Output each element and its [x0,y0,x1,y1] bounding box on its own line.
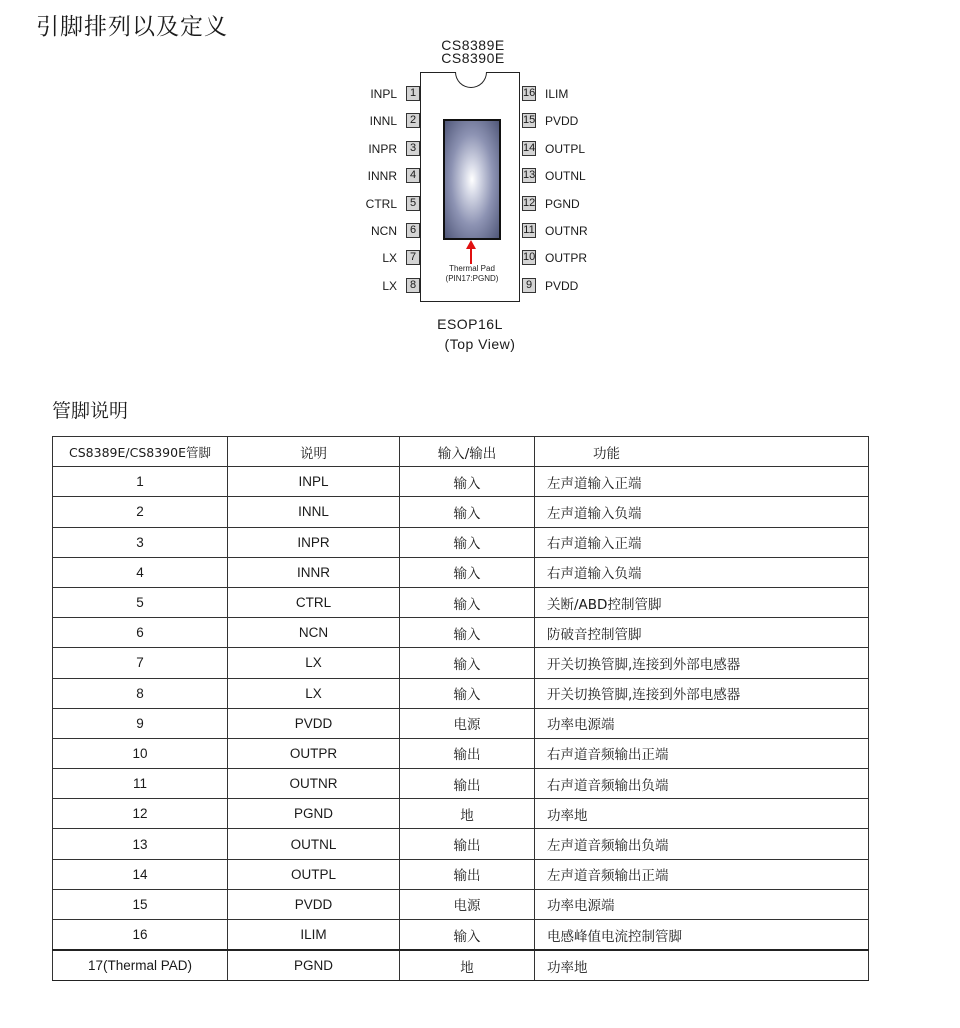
cell-io: 输入 [400,587,535,617]
pin-label: OUTPR [545,251,587,266]
table-header-row [53,437,869,467]
table-row [53,889,869,919]
pin-number: 10 [523,251,536,264]
pin-number: 9 [522,278,536,293]
pin-label: LX [382,278,397,293]
table-row [53,678,869,708]
cell-pin: 1 [53,467,228,497]
pin-label: CTRL [365,196,397,211]
cell-description: PVDD [228,708,400,738]
cell-io: 输出 [400,829,535,859]
cell-description: LX [228,648,400,678]
cell-pin: 4 [53,557,228,587]
header-io: 输入/输出 [400,437,535,467]
cell-description: INPL [228,467,400,497]
cell-io: 地 [400,799,535,829]
cell-function: 功率电源端 [535,708,869,738]
cell-io: 电源 [400,889,535,919]
cell-io: 输出 [400,769,535,799]
cell-function: 功率地 [535,950,869,981]
cell-function: 右声道输入正端 [535,527,869,557]
table-row [53,829,869,859]
cell-function: 开关切换管脚,连接到外部电感器 [535,648,869,678]
package-view: (Top View) [444,336,516,352]
header-function: 功能 [535,437,869,467]
cell-function: 功率地 [535,799,869,829]
section-title: 引脚排列以及定义 [36,14,228,40]
cell-io: 输入 [400,497,535,527]
cell-io: 输出 [400,738,535,768]
pin-label: OUTPL [545,141,586,156]
cell-description: PGND [228,799,400,829]
cell-pin: 6 [53,618,228,648]
cell-pin: 3 [53,527,228,557]
pin-number: 8 [406,278,420,293]
cell-io: 输入 [400,648,535,678]
pin-number: 2 [406,113,420,128]
cell-io: 输入 [400,527,535,557]
pin-label: INNL [369,114,397,129]
pin-label: NCN [371,224,397,238]
cell-io: 地 [400,950,535,981]
pin-number: 15 [523,114,536,127]
cell-pin: 10 [53,738,228,768]
cell-function: 左声道输入正端 [535,467,869,497]
pin-label: ILIM [545,87,569,101]
header-description: 说明 [228,437,400,467]
cell-pin: 11 [53,769,228,799]
table-row [53,467,869,497]
cell-description: CTRL [228,587,400,617]
part-number-2: CS8390E [441,50,505,66]
thermal-pad-arrow [470,248,472,264]
table-row [53,527,869,557]
pin-number: 5 [406,196,420,211]
cell-description: PVDD [228,889,400,919]
pin-number: 3 [406,141,420,156]
pin-definition-table [52,436,869,981]
thermal-pad-label: Thermal Pad [449,264,495,273]
cell-description: PGND [228,950,400,981]
table-row [53,648,869,678]
cell-pin: 12 [53,799,228,829]
cell-pin: 15 [53,889,228,919]
cell-function: 右声道音频输出负端 [535,769,869,799]
cell-pin: 5 [53,587,228,617]
pin-number: 14 [523,141,536,154]
pin-number: 1 [406,86,420,101]
cell-function: 电感峰值电流控制管脚 [535,920,869,951]
table-row [53,950,869,981]
pin-label: PGND [545,196,580,211]
pin-number: 6 [406,223,420,238]
cell-description: INNL [228,497,400,527]
cell-pin: 13 [53,829,228,859]
part-number-1: CS8389E [441,37,505,53]
pin-label: INPR [368,141,397,156]
cell-description: INNR [228,557,400,587]
arrow-head-icon [466,240,476,249]
cell-pin: 2 [53,497,228,527]
cell-description: OUTPL [228,859,400,889]
cell-function: 关断/ABD控制管脚 [535,587,869,617]
cell-description: INPR [228,527,400,557]
pin-label: INPL [370,87,397,101]
cell-function: 右声道输入负端 [535,557,869,587]
cell-pin: 9 [53,708,228,738]
table-row [53,859,869,889]
cell-pin: 17(Thermal PAD) [53,950,228,981]
cell-io: 输入 [400,557,535,587]
cell-io: 输入 [400,920,535,951]
cell-function: 左声道输入负端 [535,497,869,527]
table-row [53,618,869,648]
cell-description: LX [228,678,400,708]
cell-pin: 16 [53,920,228,951]
pin-number: 13 [523,169,536,182]
cell-function: 右声道音频输出正端 [535,738,869,768]
pin-number: 16 [523,87,536,99]
cell-description: OUTNR [228,769,400,799]
pin-number: 7 [406,250,420,265]
pin-number: 4 [406,168,420,183]
pin-label: INNR [367,169,397,184]
pin-table-title: 管脚说明 [52,400,129,422]
thermal-pad-sublabel: (PIN17:PGND) [445,274,499,283]
header-pin: CS8389E/CS8390E管脚 [53,437,228,467]
cell-description: OUTNL [228,829,400,859]
package-name: ESOP16L [437,316,503,332]
pin-number: 12 [523,196,536,209]
cell-io: 输入 [400,467,535,497]
cell-function: 左声道音频输出正端 [535,859,869,889]
cell-io: 电源 [400,708,535,738]
pin-label: PVDD [545,278,579,293]
table-row [53,708,869,738]
thermal-pad [443,119,501,240]
cell-function: 左声道音频输出负端 [535,829,869,859]
table-row [53,587,869,617]
pin-label: PVDD [545,114,579,129]
cell-description: OUTPR [228,738,400,768]
cell-io: 输入 [400,678,535,708]
cell-function: 开关切换管脚,连接到外部电感器 [535,678,869,708]
cell-io: 输出 [400,859,535,889]
cell-description: ILIM [228,920,400,951]
table-row [53,920,869,951]
cell-pin: 7 [53,648,228,678]
pin-label: OUTNL [545,169,586,184]
cell-pin: 8 [53,678,228,708]
cell-function: 防破音控制管脚 [535,618,869,648]
table-row [53,497,869,527]
pin-number: 11 [523,224,535,236]
pin-label: LX [382,251,397,266]
table-row [53,738,869,768]
cell-pin: 14 [53,859,228,889]
cell-function: 功率电源端 [535,889,869,919]
cell-io: 输入 [400,618,535,648]
cell-description: NCN [228,618,400,648]
table-row [53,799,869,829]
table-row [53,769,869,799]
pin-label: OUTNR [545,224,588,238]
table-row [53,557,869,587]
